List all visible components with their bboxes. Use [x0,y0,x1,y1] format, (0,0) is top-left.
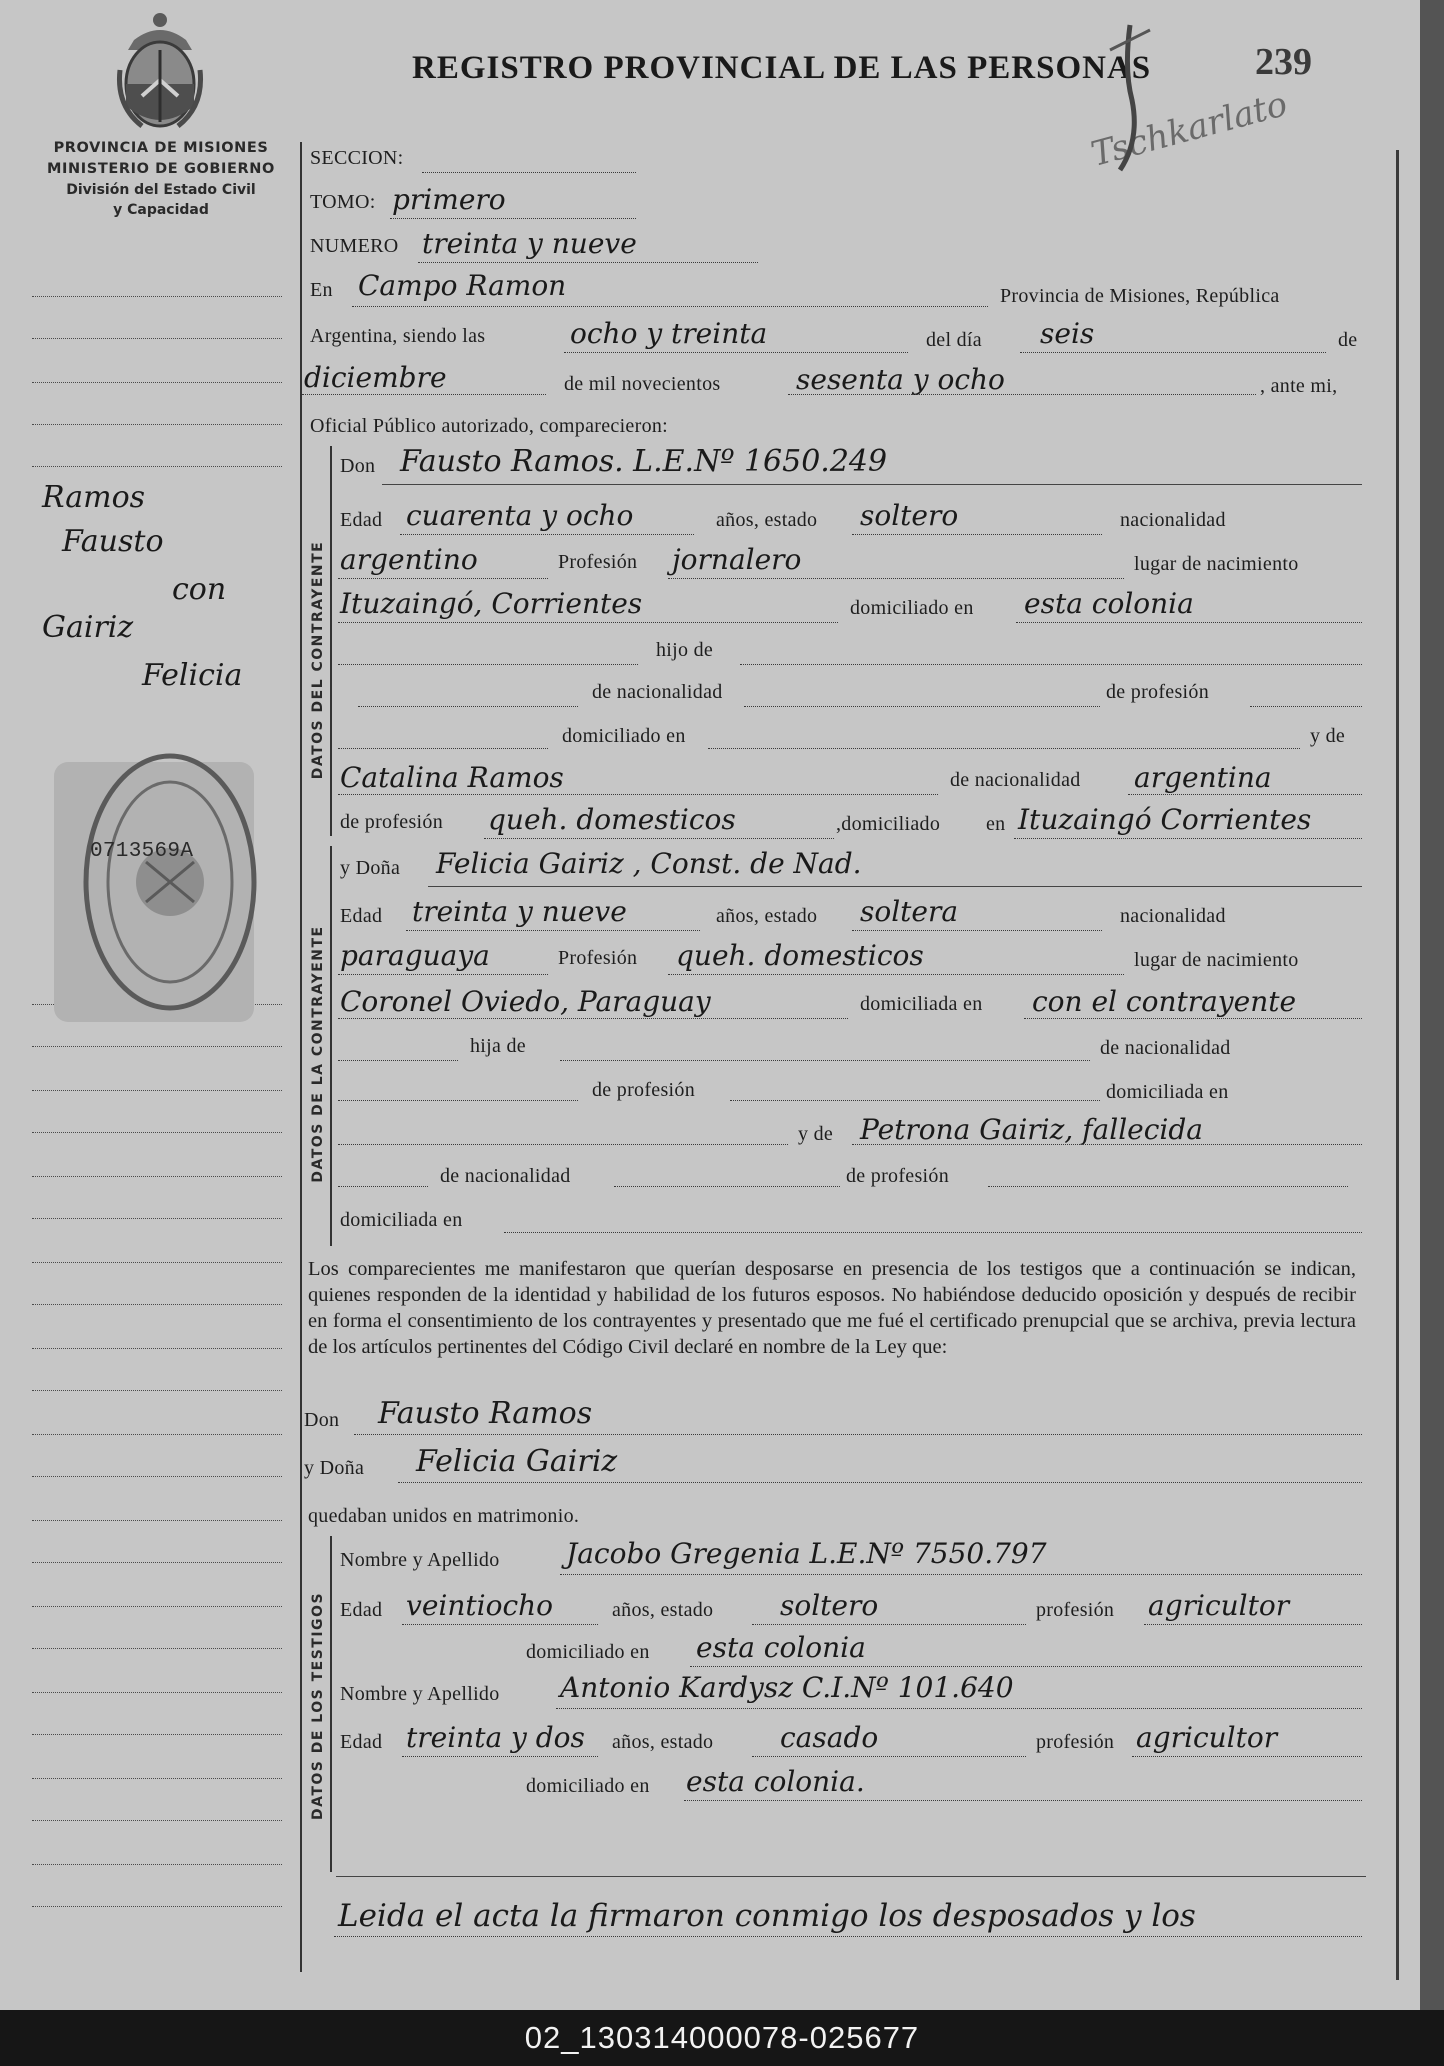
margin-line [32,1648,282,1649]
contrayente-domicilio-line [1016,622,1362,623]
margin-note-name: Fausto [62,524,164,559]
seccion-line [422,172,636,173]
t2-nombre-label: Nombre y Apellido [340,1683,500,1705]
hijo-de-line [740,664,1362,665]
contrayenta-anios-label: años, estado [716,905,818,927]
decl-don-label: Don [304,1409,340,1431]
provincia-label: Provincia de Misiones, República [1000,285,1280,307]
contrayente-madre-line [338,794,938,795]
contrayente-madre-domicilio: Ituzaingó Corrientes [1018,803,1312,836]
contrayente-lugar: Ituzaingó, Corrientes [340,587,643,620]
margin-line [32,1262,282,1263]
madre-contrayenta-nacionalidad-line [614,1186,840,1187]
padre-profesion-line [1250,706,1362,707]
margin-line [32,1304,282,1305]
contrayenta-edad-label: Edad [340,905,383,927]
t2-domicilio: esta colonia. [686,1765,865,1798]
t2-edad-line [402,1756,598,1757]
contrayenta-profesion-label: Profesión [558,947,638,969]
tomo-label: TOMO: [310,191,376,213]
contrayenta-estado-line [852,930,1102,931]
hija-de-line [560,1060,1090,1061]
madre-nacionalidad-line [1128,794,1362,795]
t2-nombre-line [556,1708,1362,1709]
anios-label: años, estado [716,509,818,531]
padre-domicilio-pre-line [338,748,548,749]
contrayenta-profesion-line [668,974,1124,975]
margin-line [32,1606,282,1607]
edad-label: Edad [340,509,383,531]
t1-domicilio: esta colonia [696,1631,866,1664]
contrayente-estado-line [852,534,1102,535]
contrayente-madre: Catalina Ramos [340,761,564,794]
closing-handwriting: Leida el acta la firmaron conmigo los desposados y los [338,1898,1196,1934]
nacionalidad-label: nacionalidad [1120,509,1226,531]
contrayenta-nombre-line [428,886,1362,887]
contrayente-domicilio: esta colonia [1024,587,1194,620]
margin-line [32,466,282,467]
dia-value: seis [1040,317,1095,350]
file-code: 02_130314000078-025677 [524,2020,920,2055]
margin-line [32,1906,282,1907]
argentina-label: Argentina, siendo las [310,325,486,347]
margin-line [32,1778,282,1779]
t2-nombre: Antonio Kardysz C.I.Nº 101.640 [560,1671,1014,1704]
t2-anios-label: años, estado [612,1731,714,1753]
testigos-bottom-rule [336,1876,1366,1877]
domiciliada-en-label: domiciliada en [860,993,983,1015]
stamp-number: 0713569A [90,840,194,863]
section-rule-contrayente [330,446,332,836]
section-rule-testigos [330,1536,332,1872]
contrayenta-profesion: queh. domesticos [676,939,924,972]
closing-line [334,1936,1362,1937]
contrayenta-nombre: Felicia Gairiz , Const. de Nad. [436,847,862,880]
t1-estado: soltero [780,1589,879,1622]
margin-line [32,1090,282,1091]
contrayente-nombre: Fausto Ramos. L.E.Nº 1650.249 [400,444,888,479]
contrayente-lugar-line [338,622,838,623]
contrayente-nacionalidad-line [338,578,548,579]
contrayente-nombre-line [382,484,1362,485]
padre-contrayenta-domicilio-line [338,1144,788,1145]
numero-value: treinta y nueve [422,227,637,260]
page-number: 239 [1255,41,1312,83]
margin-line [32,1132,282,1133]
margin-line [32,1864,282,1865]
dia-line [1020,352,1326,353]
unidos-label: quedaban unidos en matrimonio. [308,1505,580,1527]
t1-profesion-line [1144,1624,1362,1625]
de-label: de [1338,329,1358,351]
contrayente-nacionalidad: argentino [340,543,478,576]
dona-label: y Doña [340,857,401,879]
don-label: Don [340,455,376,477]
oficial-label: Oficial Público autorizado, comparecieron: [310,415,669,437]
declaration-paragraph: Los comparecientes me manifestaron que querían desposarse en presencia de los testigos que a continuación se indican, quienes responden de la identidad y habilidad de los futuros esposos. No habiéndose deducido oposición y después de recibir en forma el consentimiento de los contrayentes y presentado que me fué el certificado prenupcial que se archiva, previa lectura de los artículos pertinentes del Código Civil declaré en nombre de la Ley que: [308,1258,1356,1358]
margin-note-con: con [172,572,227,607]
padre-contrayenta-pre-line [338,1100,578,1101]
madre-en-label: en [986,813,1006,835]
padre-contrayenta-profesion-line [730,1100,1100,1101]
decl-don-line [354,1434,1362,1435]
contrayenta-lugar-line [338,1018,848,1019]
lugar-label: lugar de nacimiento [1134,553,1299,575]
madre-contrayenta-domicilio-line [504,1232,1362,1233]
margin-line [32,1476,282,1477]
margin-line [32,1692,282,1693]
contrayente-edad: cuarenta y ocho [406,499,634,532]
contrayenta-estado: soltera [860,895,959,928]
file-code-bar [0,2010,1444,2066]
margin-note-surname2: Gairiz [42,610,134,645]
profesion-label: Profesión [558,551,638,573]
madre-contrayenta-profesion-line [988,1186,1348,1187]
t1-anios-label: años, estado [612,1599,714,1621]
t1-profesion: agricultor [1148,1589,1290,1622]
margin-line [32,338,282,339]
margin-line [32,1562,282,1563]
t2-profesion: agricultor [1136,1721,1278,1754]
contrayenta-nacionalidad-label: nacionalidad [1120,905,1226,927]
t1-edad-line [402,1624,598,1625]
madre-contrayenta-pre-line [338,1186,428,1187]
mes-line [302,394,546,395]
t2-edad-label: Edad [340,1731,383,1753]
t1-nombre-line [560,1574,1362,1575]
t2-domiciliado-label: domiciliado en [526,1775,650,1797]
section-rule-contrayenta [330,846,332,1246]
t2-profesion-label: profesión [1036,1731,1115,1753]
contrayenta-y-de-label: y de [798,1123,834,1145]
numero-line [418,262,758,263]
contrayenta-de-nacionalidad-label: de nacionalidad [1100,1037,1231,1059]
t1-nombre-label: Nombre y Apellido [340,1549,500,1571]
t1-domiciliado-label: domiciliado en [526,1641,650,1663]
hijo-de-pre-line [338,664,638,665]
contrayenta-domicilio: con el contrayente [1032,985,1297,1018]
ante-mi-label: , ante mi, [1260,375,1338,397]
contrayenta-edad: treinta y nueve [412,895,627,928]
en-value: Campo Ramon [358,269,567,302]
contrayente-estado: soltero [860,499,959,532]
t1-nombre: Jacobo Gregenia L.E.Nº 7550.797 [566,1537,1047,1570]
padre-pre-line [358,706,578,707]
contrayenta-lugar: Coronel Oviedo, Paraguay [340,985,711,1018]
contrayente-profesion-line [668,578,1124,579]
padre-domiciliado-label: domiciliado en [562,725,686,747]
decl-dona-label: y Doña [304,1457,365,1479]
marginal-signature: Tschkarlato [1086,84,1292,175]
margin-line [32,1520,282,1521]
y-de-label: y de [1310,725,1346,747]
madre-domiciliado-label: ,domiciliado [836,813,941,835]
stamp-seal-icon [46,722,266,1042]
hija-de-label: hija de [470,1035,526,1057]
contrayenta-madre-line [852,1144,1362,1145]
madre-profesion-label: de profesión [340,811,444,833]
madre-domicilio-line [1014,838,1362,839]
margin-line [32,424,282,425]
t2-edad: treinta y dos [406,1721,585,1754]
ministry-heading: PROVINCIA DE MISIONES MINISTERIO DE GOBIERNO División del Estado Civil y Capacidad [47,140,275,218]
coat-of-arms-icon [112,10,208,134]
contrayenta-nacionalidad-line [338,974,548,975]
seccion-label: SECCION: [310,147,404,169]
margin-line [32,382,282,383]
contrayente-edad-line [400,534,694,535]
t2-domicilio-line [684,1800,1362,1801]
del-dia-label: del día [926,329,982,351]
mil-label: de mil novecientos [564,373,721,395]
madre-profesion-line [484,838,834,839]
margin-line [32,1046,282,1047]
contrayente-madre-profesion: queh. domesticos [488,803,736,836]
decl-don-value: Fausto Ramos [378,1396,593,1431]
contrayenta-domiciliada-label: domiciliada en [1106,1081,1229,1103]
decl-dona-line [398,1482,1362,1483]
margin-line [32,1390,282,1391]
tomo-line [390,218,636,219]
signature-scribble [1100,20,1160,180]
de-profesion-label: de profesión [1106,681,1210,703]
contrayenta-de-profesion-label: de profesión [592,1079,696,1101]
contrayenta-domiciliada-final-label: domiciliada en [340,1209,463,1231]
numero-label: NUMERO [310,235,399,257]
contrayenta-lugar-label: lugar de nacimiento [1134,949,1299,971]
margin-line [32,296,282,297]
madre-contrayenta-nacionalidad-label: de nacionalidad [440,1165,571,1187]
contrayente-madre-nacionalidad: argentina [1134,761,1272,794]
contrayenta-nacionalidad: paraguaya [340,939,490,972]
contrayenta-madre: Petrona Gairiz, fallecida [860,1113,1203,1146]
margin-line [32,1820,282,1821]
t1-edad: veintiocho [406,1589,554,1622]
hora-line [564,352,908,353]
contrayenta-edad-line [406,930,700,931]
contrayente-profesion: jornalero [672,543,802,576]
en-line [352,306,988,307]
margin-line [32,1176,282,1177]
t1-domicilio-line [690,1666,1362,1667]
mes-value: diciembre [304,361,447,394]
padre-domicilio-line [708,748,1300,749]
binding-edge [1420,0,1444,2010]
t1-edad-label: Edad [340,1599,383,1621]
anio-value: sesenta y ocho [796,363,1005,396]
margin-note-name2: Felicia [142,658,243,693]
hijo-de-label: hijo de [656,639,714,661]
document-page: PROVINCIA DE MISIONES MINISTERIO DE GOBIERNO División del Estado Civil y Capacidad REGISTRO PROVINCIAL DE LAS PERSONAS 239 Tschkarlato Ramos Fausto con Gairiz Felicia 0713569A SECCION: TOMO: primero NUMERO treinta y nueve En Campo Ramon Provincia de Misiones, República Argentina, siendo las ocho y treinta del día seis de diciembre de mil novecientos sesenta y ocho , ante mi, Oficial Público autorizado, comparecieron: DATOS DEL CONTRAYENTE Don Fausto Ramos. L.E.Nº 1650.249 Edad cuarenta y ocho años, estado soltero nacionalidad argentino Profesión jornalero lugar de nacimiento Ituzaingó, Corrientes domiciliado en esta colonia hijo de de nacionalidad de profesión domiciliado en y de Catalina Ramos de nacionalidad argentina de profesión queh. domesticos ,domiciliado en Ituzaingó Corrientes DATOS DE LA CONTRAYENTE y Doña Felicia Gairiz , Const. de Nad. Edad treinta y nueve años, estado soltera nacionalidad paraguaya Profesión queh. domesticos lugar de nacimiento Coronel Oviedo, Paraguay domiciliada en con el contrayente hija de de nacionalidad de profesión domiciliada en y de Petrona Gairiz, fallecida de nacionalidad de profesión domiciliada en Los comparecientes me manifestaron que querían desposarse en presencia de los testigos que a continuación se indican, quienes responden de la identidad y habilidad de los futuros esposos. No habiéndose deducido oposición y después de recibir en forma el consentimiento de los contrayentes y presentado que me fué el certificado prenupcial que se archiva, previa lectura de los artículos pertinentes del Código Civil declaré en nombre de la Ley que: Don Fausto Ramos y Doña Felicia Gairiz quedaban unidos en matrimonio. DATOS DE LOS TESTIGOS Nombre y Apellido Jacobo Gregenia L.E.Nº 7550.797 Edad veintiocho años, estado soltero profesión agricultor domiciliado en esta colonia Nombre y Apellido Antonio Kardysz C.I.Nº 101.640 Edad treinta y dos años, estado casado profesión agricultor domiciliado en esta colonia. Leida el acta la firmaron conmigo los desposados y los [0,0,1444,2010]
contrayenta-domicilio-line [1024,1018,1362,1019]
madre-nacionalidad-label: de nacionalidad [950,769,1081,791]
t1-estado-line [752,1624,1026,1625]
document-title: REGISTRO PROVINCIAL DE LAS PERSONAS [412,50,1152,86]
anio-line [788,394,1256,395]
hora-value: ocho y treinta [570,317,768,350]
padre-nacionalidad-line [744,706,1100,707]
margin-line [32,1434,282,1435]
t2-estado: casado [780,1721,879,1754]
page-right-rule [1396,150,1399,1980]
margin-note-surname: Ramos [42,480,146,515]
t2-profesion-line [1132,1756,1362,1757]
tomo-value: primero [392,183,506,216]
hija-de-pre-line [338,1060,458,1061]
margin-rule [300,142,302,1972]
madre-contrayenta-profesion-label: de profesión [846,1165,950,1187]
margin-line [32,1734,282,1735]
margin-line [32,1218,282,1219]
de-nacionalidad-label: de nacionalidad [592,681,723,703]
margin-line [32,1348,282,1349]
t2-estado-line [752,1756,1026,1757]
decl-dona-value: Felicia Gairiz [416,1444,618,1479]
en-label: En [310,279,333,301]
domiciliado-en-label: domiciliado en [850,597,974,619]
t1-profesion-label: profesión [1036,1599,1115,1621]
